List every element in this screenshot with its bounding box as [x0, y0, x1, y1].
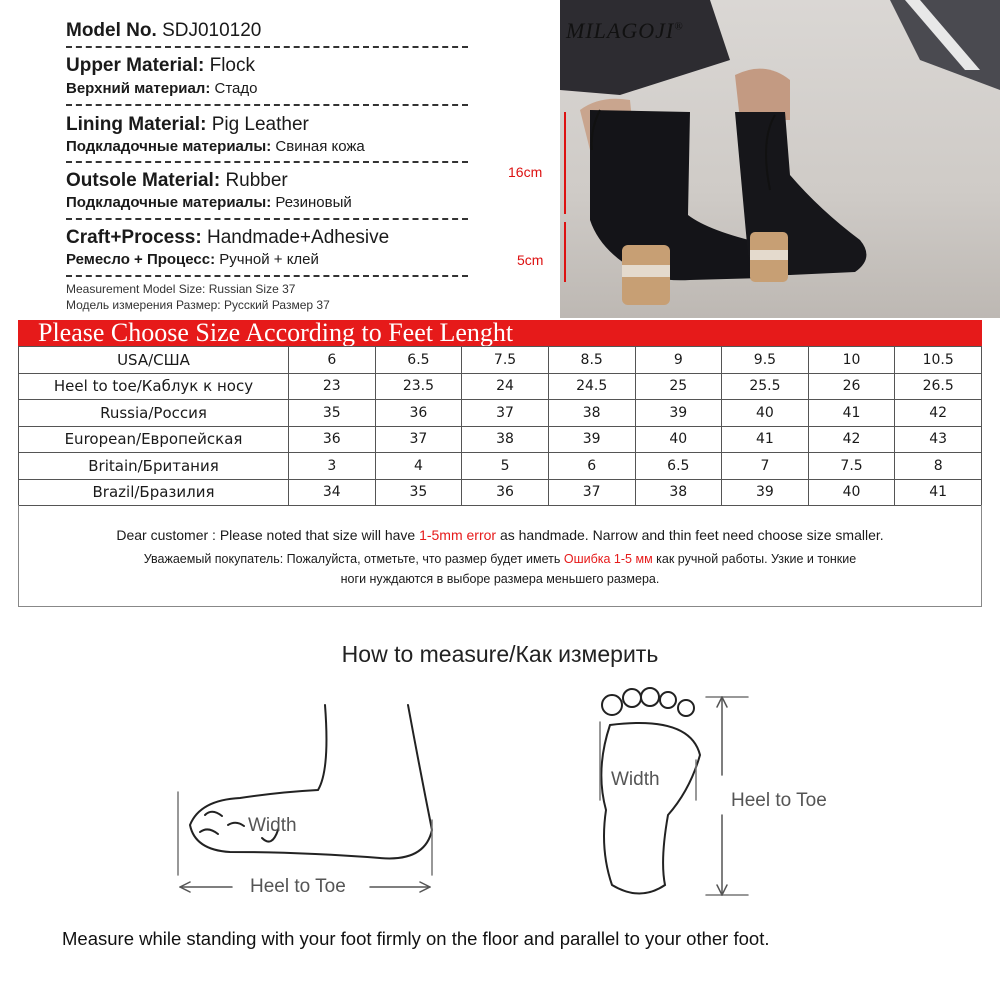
notice-ru: Уважаемый покупатель: Пожалуйста, отметьте, что размер будет иметь Ошибка 1-5 мм как ручной работы. Узкие и тонкие: [143, 552, 857, 566]
table-cell: 34: [289, 479, 376, 506]
table-cell: 6.5: [375, 347, 462, 374]
top-length-label: Heel to Toe: [731, 790, 827, 811]
notice-en: Dear customer : Please noted that size will have 1-5mm error as handmade. Narrow and thin feet need choose size smaller.: [116, 527, 884, 543]
lining-material: Lining Material: Pig Leather: [66, 114, 309, 135]
table-cell: 35: [289, 400, 376, 427]
table-row: [19, 347, 982, 374]
how-to-measure-title: How to measure/Как измерить: [341, 641, 659, 667]
table-cell: 41: [722, 426, 809, 453]
table-cell: 3: [289, 453, 376, 480]
notice-ru-line2: ноги нуждаются в выборе размера меньшего размера.: [340, 572, 660, 586]
table-cell: 41: [808, 400, 895, 427]
divider: [66, 161, 468, 163]
row-header: USA/СШA: [19, 347, 289, 374]
outsole-material: Outsole Material: Rubber: [66, 170, 288, 191]
row-header: Heel to toe/Каблук к носу: [19, 373, 289, 400]
table-row: [19, 479, 982, 506]
side-length-label: Heel to Toe: [250, 876, 346, 897]
upper-material: Upper Material: Flock: [66, 55, 255, 76]
row-header: Russia/Россия: [19, 400, 289, 427]
table-cell: 38: [548, 400, 635, 427]
measure-diagram: [0, 680, 1000, 920]
table-cell: 37: [375, 426, 462, 453]
table-row: [19, 400, 982, 427]
model-size-en: Measurement Model Size: Russian Size 37: [66, 282, 296, 296]
heel-height-line: [564, 222, 566, 282]
row-header: Brazil/Бразилия: [19, 479, 289, 506]
table-row: [19, 373, 982, 400]
table-cell: 4: [375, 453, 462, 480]
table-cell: 40: [635, 426, 722, 453]
product-photo: [560, 0, 1000, 318]
model-number: Model No. SDJ010120: [66, 20, 262, 41]
table-cell: 8: [895, 453, 982, 480]
table-cell: 41: [895, 479, 982, 506]
table-cell: 23: [289, 373, 376, 400]
table-cell: 42: [808, 426, 895, 453]
table-cell: 23.5: [375, 373, 462, 400]
heel-height-label: 5cm: [517, 252, 544, 268]
table-cell: 36: [375, 400, 462, 427]
table-cell: 26: [808, 373, 895, 400]
table-cell: 6.5: [635, 453, 722, 480]
table-cell: 43: [895, 426, 982, 453]
table-cell: 7.5: [462, 347, 549, 374]
table-cell: 10: [808, 347, 895, 374]
boot-illustration: [560, 0, 1000, 318]
table-cell: 6: [548, 453, 635, 480]
row-header: Britain/Британия: [19, 453, 289, 480]
row-header: European/Европейская: [19, 426, 289, 453]
table-cell: 39: [548, 426, 635, 453]
shaft-height-label: 16cm: [508, 164, 543, 180]
table-cell: 36: [462, 479, 549, 506]
table-row: [19, 453, 982, 480]
table-cell: 25.5: [722, 373, 809, 400]
size-notice: [18, 505, 982, 607]
table-cell: 5: [462, 453, 549, 480]
divider: [66, 275, 468, 277]
size-chart-table: [18, 346, 982, 506]
table-cell: 40: [722, 400, 809, 427]
table-cell: 38: [462, 426, 549, 453]
brand-logo: MILAGOJI®: [566, 18, 684, 43]
table-cell: 42: [895, 400, 982, 427]
table-cell: 10.5: [895, 347, 982, 374]
table-cell: 9: [635, 347, 722, 374]
table-cell: 6: [289, 347, 376, 374]
outsole-material-ru: Подкладочные материалы: Резиновый: [66, 194, 352, 211]
divider: [66, 104, 468, 106]
foot-diagram-icon: [0, 680, 1000, 920]
table-cell: 24.5: [548, 373, 635, 400]
table-cell: 24: [462, 373, 549, 400]
divider: [66, 46, 468, 48]
top-width-label: Width: [611, 769, 660, 790]
table-cell: 38: [635, 479, 722, 506]
table-cell: 39: [635, 400, 722, 427]
product-specs: [0, 0, 560, 318]
table-cell: 39: [722, 479, 809, 506]
table-cell: 26.5: [895, 373, 982, 400]
divider: [66, 218, 468, 220]
upper-material-ru: Верхний материал: Стадо: [66, 80, 258, 97]
table-cell: 35: [375, 479, 462, 506]
table-cell: 8.5: [548, 347, 635, 374]
table-row: [19, 426, 982, 453]
shaft-height-line: [564, 112, 566, 214]
table-cell: 7: [722, 453, 809, 480]
model-size-ru: Модель измерения Размер: Русский Размер 37: [66, 298, 330, 312]
table-cell: 9.5: [722, 347, 809, 374]
table-cell: 36: [289, 426, 376, 453]
size-banner: Please Choose Size According to Feet Lenght: [18, 320, 982, 346]
lining-material-ru: Подкладочные материалы: Свиная кожа: [66, 138, 365, 155]
craft-process-ru: Ремесло + Процесс: Ручной + клей: [66, 251, 319, 268]
table-cell: 7.5: [808, 453, 895, 480]
craft-process: Craft+Process: Handmade+Adhesive: [66, 227, 390, 248]
side-width-label: Width: [248, 815, 297, 836]
table-cell: 37: [548, 479, 635, 506]
measure-instruction: Measure while standing with your foot firmly on the floor and parallel to your other foot.: [62, 928, 770, 949]
table-cell: 37: [462, 400, 549, 427]
table-cell: 40: [808, 479, 895, 506]
table-cell: 25: [635, 373, 722, 400]
